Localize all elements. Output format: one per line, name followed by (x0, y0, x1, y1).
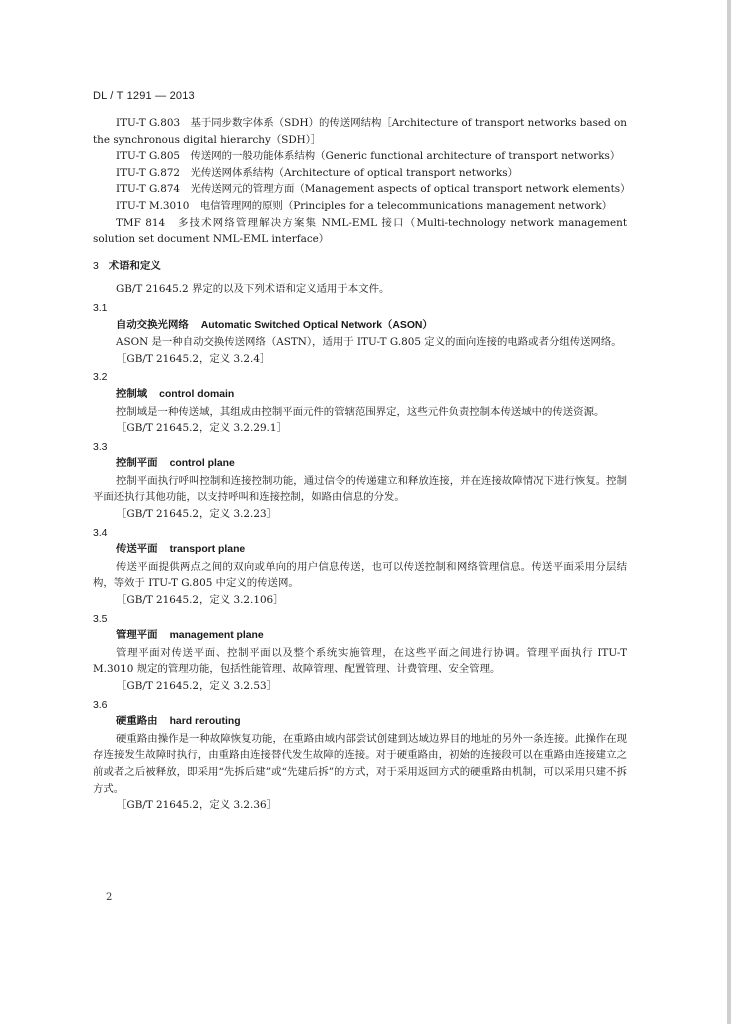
term-title (93, 542, 627, 559)
reference-item: ITU-T G.803 基于同步数字体系（SDH）的传送网结构［Architecture of transport networks based on the synchronous digital hierarchy（SDH）］ (93, 117, 627, 146)
term-en: transport plane (169, 544, 246, 556)
term-entry (93, 440, 627, 523)
reference-item: ITU-T G.874 光传送网元的管理方面（Management aspects of optical transport network elements） (116, 183, 631, 196)
section-title: 术语和定义 (108, 260, 161, 272)
term-definition: 硬重路由操作是一种故障恢复功能，在重路由域内部尝试创建到达域边界目的地址的另外一条连接。此操作在现存连接发生故障时执行，由重路由连接替代发生故障的连接。对于硬重路由，初始的连接段可以在重路由连接建立之前或者之后被释放，即采用“先拆后建”或“先建后拆”的方式，对于采用返回方式的硬重路由机制，可以采用只建不拆方式。 (93, 732, 627, 795)
term-title (93, 318, 627, 335)
section-intro: GB/T 21645.2 界定的以及下列术语和定义适用于本文件。 (116, 283, 390, 296)
term-number: 3.4 (93, 527, 108, 539)
term-definition: 控制域是一种传送域，其组成由控制平面元件的管辖范围界定，这些元件负责控制本传送域中的传送资源。 (116, 405, 605, 418)
term-source: ［GB/T 21645.2，定义 3.2.4］ (116, 352, 271, 365)
reference-item: TMF 814 多技术网络管理解决方案集 NML-EML 接口（Multi-technology network management solution set document NML-EML interface） (93, 216, 627, 246)
term-definition: ASON 是一种自动交换传送网络（ASTN），适用于 ITU-T G.805 定义的面向连接的电路或者分组传送网络。 (116, 336, 622, 349)
term-entry (93, 526, 627, 609)
term-definition: 控制平面执行呼叫控制和连接控制功能，通过信令的传递建立和释放连接，并在连接故障情况下进行恢复。控制平面还执行其他功能，以支持呼叫和连接控制，如路由信息的分发。 (93, 474, 627, 504)
term-number: 3.1 (93, 302, 108, 314)
term-title (93, 456, 627, 473)
reference-item: ITU-T M.3010 电信管理网的原则（Principles for a telecommunications management network） (116, 199, 613, 212)
term-zh: 管理平面 (116, 630, 158, 642)
term-title (93, 714, 627, 731)
term-number: 3.6 (93, 699, 108, 711)
term-zh: 硬重路由 (116, 716, 158, 728)
term-entry (93, 370, 627, 436)
term-entry (93, 301, 627, 367)
term-zh: 控制平面 (116, 458, 158, 470)
term-en: management plane (169, 630, 264, 642)
term-number: 3.3 (93, 441, 108, 453)
term-entry (93, 612, 627, 695)
term-number: 3.5 (93, 613, 108, 625)
scan-edge (727, 0, 731, 1024)
term-source: ［GB/T 21645.2，定义 3.2.29.1］ (116, 422, 287, 435)
term-title (93, 387, 627, 404)
term-source: ［GB/T 21645.2，定义 3.2.53］ (116, 680, 277, 692)
standard-header: DL / T 1291 — 2013 (93, 90, 195, 102)
term-entry (93, 698, 627, 814)
term-en: Automatic Switched Optical Network（ASON） (200, 319, 433, 331)
term-en: control plane (169, 458, 235, 470)
section-heading (93, 259, 627, 276)
term-en: control domain (159, 388, 235, 400)
term-source: ［GB/T 21645.2，定义 3.2.106］ (116, 594, 284, 607)
term-definition: 管理平面对传送平面、控制平面以及整个系统实施管理，在这些平面之间进行协调。管理平面执行 ITU-T M.3010 规定的管理功能，包括性能管理、故障管理、配置管理、计费管理、安全管理。 (93, 646, 627, 676)
term-zh: 传送平面 (116, 544, 158, 556)
term-source: ［GB/T 21645.2，定义 3.2.36］ (116, 799, 277, 812)
page-number: 2 (106, 892, 113, 903)
term-title (93, 628, 627, 645)
body-text (93, 115, 631, 814)
section-number: 3 (93, 260, 99, 272)
term-source: ［GB/T 21645.2，定义 3.2.23］ (116, 508, 277, 521)
reference-item: ITU-T G.805 传送网的一般功能体系结构（Generic functional architecture of transport networks） (116, 150, 621, 163)
term-number: 3.2 (93, 372, 108, 384)
term-zh: 控制域 (116, 388, 148, 400)
reference-item: ITU-T G.872 光传送网体系结构（Architecture of optical transport networks） (116, 166, 519, 179)
term-en: hard rerouting (169, 716, 241, 728)
term-definition: 传送平面提供两点之间的双向或单向的用户信息传送，也可以传送控制和网络管理信息。传送平面采用分层结构，等效于 ITU-T G.805 中定义的传送网。 (93, 560, 627, 590)
term-zh: 自动交换光网络 (116, 319, 189, 331)
